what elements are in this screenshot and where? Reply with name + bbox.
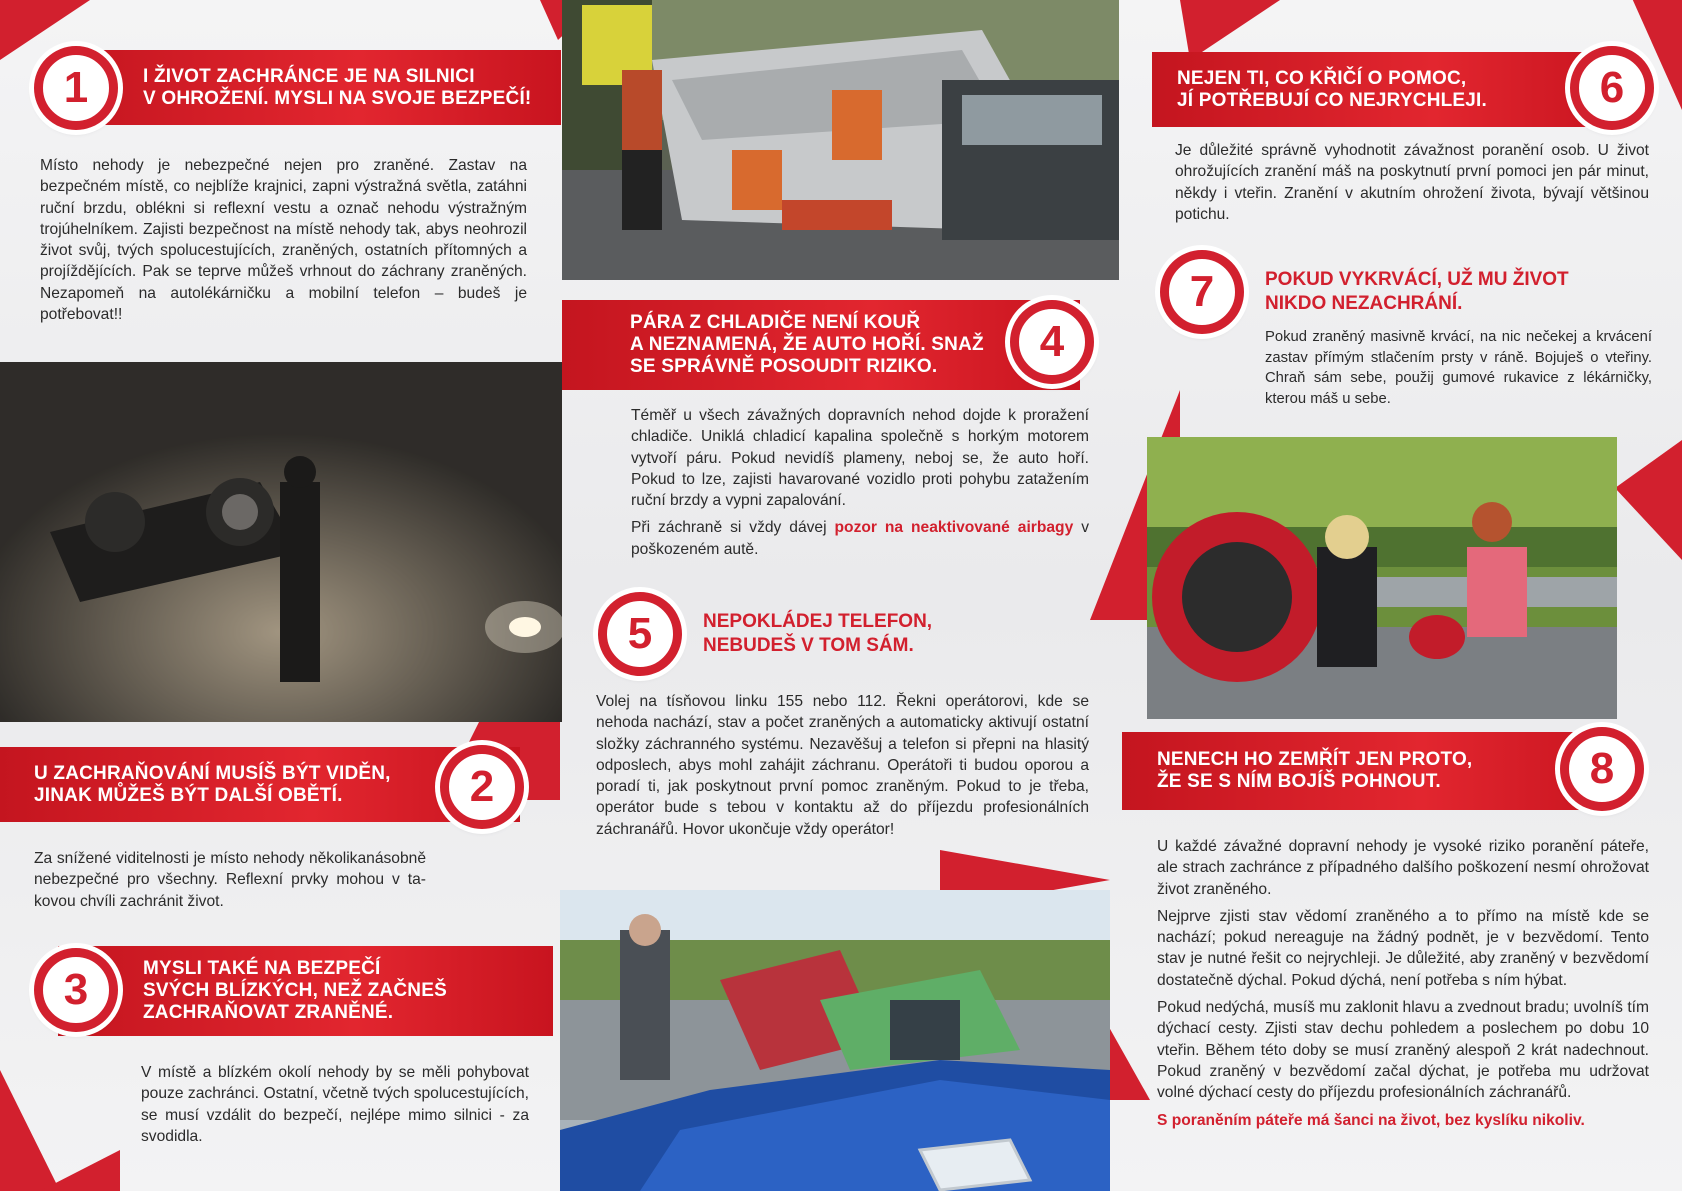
section-5-paragraph: Volej na tísňovou linku 155 nebo 112. Řekni operátorovi, kde se nehoda nachází, stav a počet zraněných a automaticky aktivují ostatní složky záchranného systému. Nezavěšuj a telefon si přepni na hlasitý odposlech, abys mohl zahájit záchranu. Operátoři ti budou oporou a poradí ti, jak poskytnout první pomoc zraněným. Pokud to je třeba, operátor bude s tebou v kontaktu až do příjezdu profesionálních záchranářů. Hovor ukončuje vždy operátor! bbox=[596, 693, 1089, 838]
section-5-number: 5 bbox=[598, 592, 682, 676]
section-5-title-line: NEPOKLÁDEJ TELEFON, bbox=[703, 611, 933, 632]
section-8-text bbox=[1157, 836, 1649, 1131]
section-7-text bbox=[1265, 327, 1652, 409]
section-3-text bbox=[141, 1062, 529, 1147]
section-8-paragraph: U každé závažné dopravní nehody je vysoké riziko poranění páteře, ale strach zachránce z případného dalšího poškození nesmí ohrožovat život zraněného. bbox=[1157, 838, 1649, 898]
decorative-shard bbox=[1615, 440, 1682, 560]
section-4-title-line: PÁRA Z CHLADIČE NENÍ KOUŘ bbox=[630, 312, 921, 333]
section-8-paragraph: Nejprve zjisti stav vědomí zraněného a to přímo na místě kde se nachází; pokud nereaguje na žádný podnět, je v bezvědomí. Tento stav je nutné řešit co nejrychleji. Je důležité, aby zraněný v bezvědomí dostatečně dýchal. Pokud dýchá, není potřeba s ním hýbat. bbox=[1157, 907, 1649, 989]
motorcycle-accident-photo bbox=[1147, 437, 1617, 719]
section-6-banner bbox=[1152, 52, 1622, 127]
section-4-text bbox=[631, 405, 1089, 560]
section-7-paragraph: Pokud zraněný masivně krvácí, na nic nečekej a krvácení zastav přímým stlačením prsty v ráně. Bojuješ o vteřiny. Chraň sám sebe, použij gumové rukavice z lékárničky, kterou máš u sebe. bbox=[1265, 329, 1652, 407]
section-2-title-line: JINAK MŮŽEŠ BÝT DALŠÍ OBĚTÍ. bbox=[34, 784, 343, 806]
section-8-banner bbox=[1122, 732, 1622, 810]
section-4-airbag-note bbox=[631, 517, 1089, 560]
section-8-closing: S poraněním páteře má šanci na život, bez kyslíku nikoliv. bbox=[1157, 1111, 1585, 1129]
section-4-title-line: A NEZNAMENÁ, ŽE AUTO HOŘÍ. SNAŽ bbox=[630, 334, 984, 355]
section-4-note-text: Při záchraně si vždy dávej bbox=[631, 519, 835, 537]
section-1-text bbox=[40, 155, 527, 325]
section-8-number: 8 bbox=[1560, 727, 1644, 811]
section-6-title-line: JÍ POTŘEBUJÍ CO NEJRYCHLEJI. bbox=[1177, 89, 1488, 111]
section-2-number: 2 bbox=[440, 745, 524, 829]
section-3-paragraph: V místě a blízkém okolí nehody by se měli pohybovat pouze zachránci. Ostatní, včetně tvých spolucestujících, se musí vzdálit do bezpečí, nejlépe mimo silnici - za svodidla. bbox=[141, 1064, 529, 1145]
night-rain-photo bbox=[0, 362, 562, 722]
decorative-shard bbox=[1105, 1020, 1150, 1100]
section-8-paragraph: Pokud nedýchá, musíš mu zaklonit hlavu a zvednout bradu; uvolníš tím dýchací cesty. Zjisti stav dechu pohledem a poslechem po dobu 10 vteřin. Během této doby se musí zraněný alespoň 2 krát nadechnout. Pokud zraněný v bezvědomí začal dýchat, je potřeba mu udržovat volné dýchací cesty do příjezdu profesionálních záchranářů. bbox=[1157, 999, 1649, 1102]
decorative-shard bbox=[0, 1070, 60, 1191]
section-7-title bbox=[1265, 268, 1665, 316]
section-1-title-line: I ŽIVOT ZACHRÁNCE JE NA SILNICI bbox=[143, 65, 475, 87]
section-3-banner bbox=[58, 946, 553, 1036]
section-7-title-line: POKUD VYKRVÁCÍ, UŽ MU ŽIVOT bbox=[1265, 269, 1569, 290]
section-6-paragraph: Je důležité správně vyhodnotit závažnost poranění osob. U život ohrožujících zranění máš na poskytnutí první pomoci jen pár minut, někdy i vteřin. Zranění v akutním ohrožení života, bývají většinou potichu. bbox=[1175, 142, 1649, 223]
section-1-banner bbox=[58, 50, 561, 125]
section-1-title-line: V OHROŽENÍ. MYSLI NA SVOJE BEZPEČÍ! bbox=[143, 87, 532, 109]
section-5-title bbox=[703, 610, 1073, 658]
section-2-text bbox=[34, 848, 426, 912]
section-7-title-line: NIKDO NEZACHRÁNÍ. bbox=[1265, 293, 1463, 314]
section-2-paragraph: Za snížené viditelnosti je místo nehody několikanásobně nebezpečné pro všechny. Reflexní prvky mohou v ta-kovou chvíli zachránit život. bbox=[34, 850, 426, 910]
section-4-paragraph: Téměř u všech závažných dopravních nehod dojde k proražení chladiče. Uniklá chladicí kapalina společně s horkým motorem vytvoří páru. Pokud nevidíš plameny, neboj se, že auto hoří. Pokud to lze, zajisti havarované vozidlo proti pohybu zatažením ruční brzdy a vypni zapalování. bbox=[631, 407, 1089, 510]
section-2-title-line: U ZACHRAŇOVÁNÍ MUSÍŠ BÝT VIDĚN, bbox=[34, 762, 391, 784]
section-7-number: 7 bbox=[1160, 250, 1244, 334]
section-3-title-line: ZACHRAŇOVAT ZRANĚNÉ. bbox=[143, 1002, 394, 1023]
section-1-paragraph: Místo nehody je nebezpečné nejen pro zraněné. Zastav na bezpečném místě, co nejblíže krajnici, zapni výstražná světla, zatáhni ruční brzdu, oblékni si reflexní vestu a označ nehodu výstražným trojúhelníkem. Zajisti bezpečnost na místě nehody tak, abys neohrozil život svůj, tvých spolucestujících, zraněných, ostatních přítomných a projíždějících. Pak se teprve můžeš vrhnout do záchrany zraněných. Nezapomeň na autolékárničku a mobilní telefon – budeš je potřebovat!! bbox=[40, 157, 527, 324]
section-1-number: 1 bbox=[34, 46, 118, 130]
decorative-shard bbox=[1180, 0, 1280, 60]
section-5-text bbox=[596, 691, 1089, 840]
section-6-number: 6 bbox=[1570, 46, 1654, 130]
section-4-banner bbox=[562, 300, 1080, 390]
section-8-title-line: NENECH HO ZEMŘÍT JEN PROTO, bbox=[1157, 749, 1473, 770]
section-4-note-highlight: pozor na neaktivované airbagy bbox=[834, 519, 1074, 537]
section-8-title-line: ŽE SE S NÍM BOJÍŠ POHNOUT. bbox=[1157, 771, 1441, 792]
section-5-title-line: NEBUDEŠ V TOM SÁM. bbox=[703, 635, 914, 656]
section-4-note-text: v poškozeném autě. bbox=[631, 519, 1089, 558]
section-3-title-line: MYSLI TAKÉ NA BEZPEČÍ bbox=[143, 958, 381, 979]
rescue-photo bbox=[562, 0, 1119, 280]
section-6-title-line: NEJEN TI, CO KŘIČÍ O POMOC, bbox=[1177, 67, 1467, 89]
section-6-text bbox=[1175, 140, 1649, 225]
section-4-title-line: SE SPRÁVNĚ POSOUDIT RIZIKO. bbox=[630, 356, 938, 377]
section-4-number: 4 bbox=[1010, 300, 1094, 384]
phone-on-car-photo bbox=[560, 890, 1110, 1191]
section-3-number: 3 bbox=[34, 948, 118, 1032]
section-3-title-line: SVÝCH BLÍZKÝCH, NEŽ ZAČNEŠ bbox=[143, 980, 447, 1001]
